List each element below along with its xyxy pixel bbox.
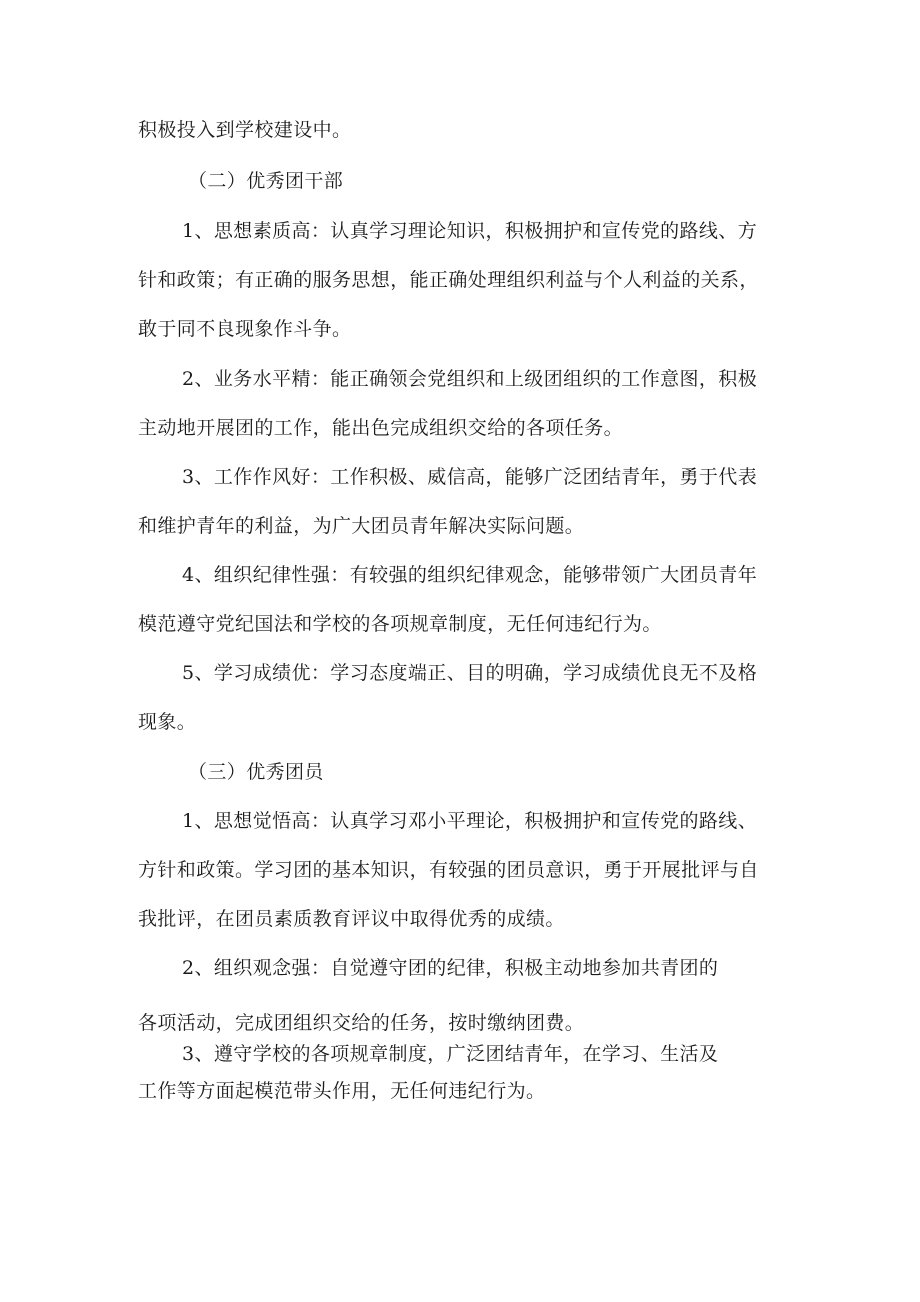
text-line: 4、组织纪律性强：有较强的组织纪律观念，能够带领广大团员青年 [182,564,758,586]
text-line: 模范遵守党纪国法和学校的各项规章制度，无任何违纪行为。 [138,613,662,635]
text-line: 方针和政策。学习团的基本知识，有较强的团员意识，勇于开展批评与自 [138,859,759,881]
text-line: 5、学习成绩优：学习态度端正、目的明确，学习成绩优良无不及格 [182,662,758,684]
section-heading-cadre: （二）优秀团干部 [188,170,344,192]
text-line: 敢于同不良现象作斗争。 [138,318,352,340]
text-line: 2、业务水平精：能正确领会党组织和上级团组织的工作意图，积极 [182,368,758,390]
text-line: 3、遵守学校的各项规章制度，广泛团结青年，在学习、生活及 [182,1043,719,1065]
section-heading-member: （三）优秀团员 [188,761,324,783]
text-line: 我批评，在团员素质教育评议中取得优秀的成绩。 [138,908,565,930]
text-line: 工作等方面起模范带头作用，无任何违纪行为。 [138,1080,546,1102]
text-line: 积极投入到学校建设中。 [138,119,352,141]
text-line: 各项活动，完成团组织交给的任务，按时缴纳团费。 [138,1012,585,1034]
text-line: 2、组织观念强：自觉遵守团的纪律，积极主动地参加共青团的 [182,957,719,979]
text-line: 主动地开展团的工作，能出色完成组织交给的各项任务。 [138,417,624,439]
text-line: 1、思想觉悟高：认真学习邓小平理论，积极拥护和宣传党的路线、 [182,810,758,832]
text-line: 针和政策；有正确的服务思想，能正确处理组织利益与个人利益的关系， [138,269,759,291]
text-line: 3、工作作风好：工作积极、威信高，能够广泛团结青年，勇于代表 [182,466,758,488]
text-line: 现象。 [138,711,197,733]
text-line: 1、思想素质高：认真学习理论知识，积极拥护和宣传党的路线、方 [182,220,758,242]
text-line: 和维护青年的利益，为广大团员青年解决实际问题。 [138,515,585,537]
